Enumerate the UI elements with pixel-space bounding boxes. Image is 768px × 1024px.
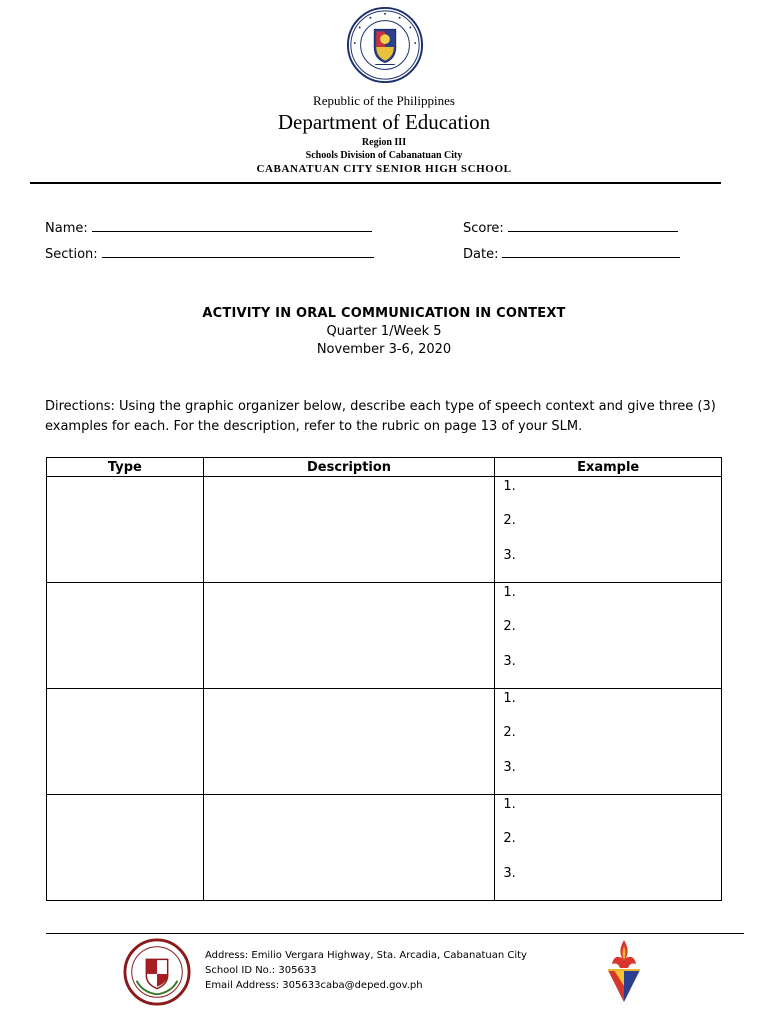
- date-field[interactable]: [463, 245, 680, 262]
- republic-heading: Republic of the Philippines: [313, 93, 455, 108]
- footer-email[interactable]: Email Address: 305633caba@deped.gov.ph: [205, 980, 423, 991]
- example-number: 1.: [503, 585, 516, 600]
- header-divider: [30, 182, 721, 184]
- example-number: 2.: [503, 513, 516, 528]
- example-cell[interactable]: [495, 477, 722, 583]
- example-number: 1.: [503, 797, 516, 812]
- emblem-logo: [600, 936, 648, 1006]
- table-header-row: [47, 458, 722, 477]
- type-cell[interactable]: [47, 795, 204, 901]
- example-number: 1.: [503, 691, 516, 706]
- example-cell[interactable]: [495, 583, 722, 689]
- section-field[interactable]: [45, 245, 374, 262]
- type-cell[interactable]: [47, 583, 204, 689]
- type-column-header: Type: [47, 458, 204, 477]
- footer-school-id: School ID No.: 305633: [205, 965, 317, 976]
- example-column-header: Example: [495, 458, 722, 477]
- school-seal-logo: [123, 938, 191, 1006]
- example-number: 3.: [503, 654, 516, 669]
- activity-title: ACTIVITY IN ORAL COMMUNICATION IN CONTEXT: [202, 306, 566, 321]
- date-label: Date:: [463, 247, 499, 262]
- date-blank[interactable]: [502, 245, 680, 258]
- score-blank[interactable]: [508, 219, 678, 232]
- example-number: 3.: [503, 760, 516, 775]
- score-field[interactable]: [463, 219, 678, 236]
- description-cell[interactable]: [203, 795, 495, 901]
- type-cell[interactable]: [47, 689, 204, 795]
- region-heading: Region III: [361, 137, 407, 148]
- example-cell[interactable]: [495, 689, 722, 795]
- department-heading: Department of Education: [277, 110, 491, 134]
- graphic-organizer-table: [46, 457, 722, 901]
- footer-address: Address: Emilio Vergara Highway, Sta. Arcadia, Cabanatuan City: [205, 950, 527, 961]
- school-heading: CABANATUAN CITY SENIOR HIGH SCHOOL: [256, 163, 512, 175]
- example-cell[interactable]: [495, 795, 722, 901]
- example-number: 1.: [503, 479, 516, 494]
- description-column-header: Description: [203, 458, 495, 477]
- directions-text: Directions: Using the graphic organizer below, describe each type of speech context and give three (3) examples for each. For the description, refer to the rubric on page 13 of your SLM.: [45, 399, 716, 434]
- deped-seal-logo: [346, 6, 424, 84]
- description-cell[interactable]: [203, 689, 495, 795]
- table-row: [47, 795, 722, 901]
- description-cell[interactable]: [203, 477, 495, 583]
- example-number: 3.: [503, 866, 516, 881]
- description-cell[interactable]: [203, 583, 495, 689]
- division-heading: Schools Division of Cabanatuan City: [305, 150, 463, 161]
- type-cell[interactable]: [47, 477, 204, 583]
- activity-quarter: Quarter 1/Week 5: [326, 324, 442, 339]
- name-label: Name:: [45, 221, 88, 236]
- table-row: [47, 583, 722, 689]
- example-number: 2.: [503, 619, 516, 634]
- section-label: Section:: [45, 247, 98, 262]
- example-number: 2.: [503, 725, 516, 740]
- table-row: [47, 477, 722, 583]
- table-row: [47, 689, 722, 795]
- section-blank[interactable]: [102, 245, 374, 258]
- activity-dates: November 3-6, 2020: [316, 342, 452, 357]
- footer-contact: [205, 948, 527, 993]
- name-field[interactable]: [45, 219, 372, 236]
- example-number: 2.: [503, 831, 516, 846]
- footer-divider: [46, 933, 744, 934]
- example-number: 3.: [503, 548, 516, 563]
- name-blank[interactable]: [92, 219, 372, 232]
- score-label: Score:: [463, 221, 504, 236]
